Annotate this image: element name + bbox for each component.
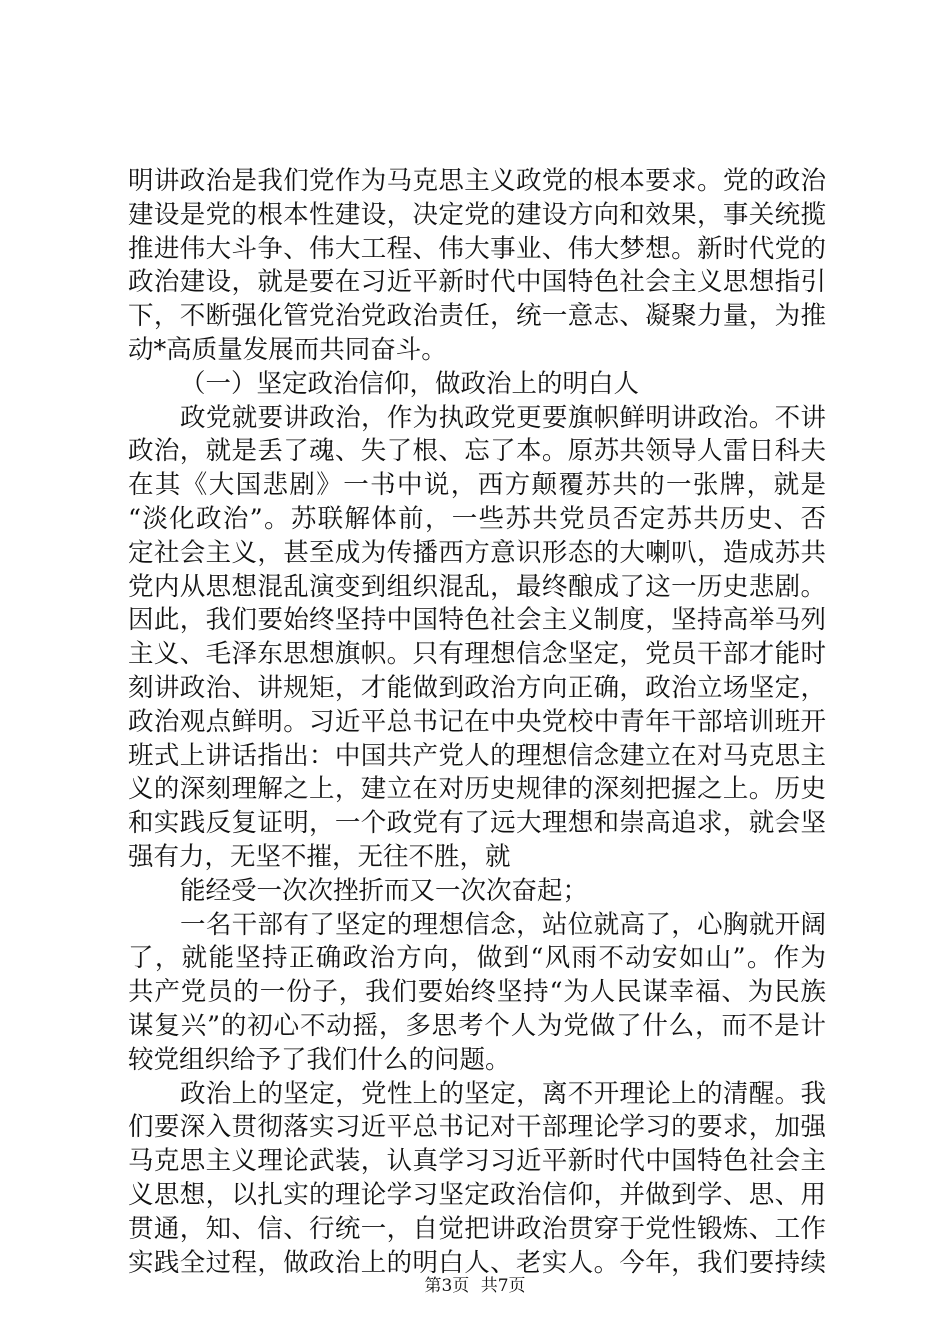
text-line: 能经受一次次挫折而又一次次奋起； <box>180 875 589 906</box>
text-line: 因此，我们要始终坚持中国特色社会主义制度，坚持高举马列 <box>128 605 826 636</box>
text-line: 了，就能坚持正确政治方向，做到“风雨不动安如山”。作为 <box>128 943 826 974</box>
text-line: 较党组织给予了我们什么的问题。 <box>128 1044 511 1075</box>
text-line: 政党就要讲政治，作为执政党更要旗帜鲜明讲政治。不讲 <box>180 402 826 433</box>
text-line: 共产党员的一份子，我们要始终坚持“为人民谋幸福、为民族 <box>128 977 826 1008</box>
document-body <box>128 165 826 1280</box>
text-line: 推进伟大斗争、伟大工程、伟大事业、伟大梦想。新时代党的 <box>128 233 826 264</box>
text-line: 在其《大国悲剧》一书中说，西方颠覆苏共的一张牌，就是 <box>128 470 826 501</box>
text-line: “淡化政治”。苏联解体前，一些苏共党员否定苏共历史、否 <box>128 503 826 534</box>
text-line: 政治观点鲜明。习近平总书记在中央党校中青年干部培训班开 <box>128 706 826 737</box>
text-line: 贯通，知、信、行统一，自觉把讲政治贯穿于党性锻炼、工作 <box>128 1213 826 1244</box>
text-line: 一名干部有了坚定的理想信念，站位就高了，心胸就开阔 <box>180 909 826 940</box>
text-line: 班式上讲话指出：中国共产党人的理想信念建立在对马克思主 <box>128 740 826 771</box>
text-line: 刻讲政治、讲规矩，才能做到政治方向正确，政治立场坚定， <box>128 672 826 703</box>
text-line: 和实践反复证明，一个政党有了远大理想和崇高追求，就会坚 <box>128 808 826 839</box>
text-line: 动*高质量发展而共同奋斗。 <box>128 334 447 365</box>
page-number: 第3页 <box>424 1276 470 1296</box>
text-line: 主义、毛泽东思想旗帜。只有理想信念坚定，党员干部才能时 <box>128 639 826 670</box>
text-line: 义思想，以扎实的理论学习坚定政治信仰，并做到学、思、用 <box>128 1179 826 1210</box>
text-line: 政治上的坚定，党性上的坚定，离不开理论上的清醒。我 <box>180 1078 826 1109</box>
text-line: 们要深入贯彻落实习近平总书记对干部理论学习的要求，加强 <box>128 1112 826 1143</box>
text-line: 马克思主义理论武装，认真学习习近平新时代中国特色社会主 <box>128 1146 826 1177</box>
page-footer <box>0 1275 950 1297</box>
text-line: 建设是党的根本性建设，决定党的建设方向和效果，事关统揽 <box>128 199 826 230</box>
text-line: 义的深刻理解之上，建立在对历史规律的深刻把握之上。历史 <box>128 774 826 805</box>
text-line: 实践全过程，做政治上的明白人、老实人。今年，我们要持续 <box>128 1247 826 1278</box>
text-line: 下，不断强化管党治党政治责任，统一意志、凝聚力量，为推 <box>128 301 826 332</box>
page-total: 共7页 <box>480 1276 526 1296</box>
text-line: 政治，就是丢了魂、失了根、忘了本。原苏共领导人雷日科夫 <box>128 436 826 467</box>
text-line: 定社会主义，甚至成为传播西方意识形态的大喇叭，造成苏共 <box>128 537 826 568</box>
text-line: 明讲政治是我们党作为马克思主义政党的根本要求。党的政治 <box>128 166 826 196</box>
text-line: 党内从思想混乱演变到组织混乱，最终酿成了这一历史悲剧。 <box>128 571 826 602</box>
text-line: （一）坚定政治信仰，做政治上的明白人 <box>180 368 640 399</box>
text-line: 谋复兴”的初心不动摇，多思考个人为党做了什么，而不是计 <box>128 1010 826 1041</box>
text-line: 强有力，无坚不摧，无往不胜，就 <box>128 841 511 872</box>
text-line: 政治建设，就是要在习近平新时代中国特色社会主义思想指引 <box>128 267 826 298</box>
